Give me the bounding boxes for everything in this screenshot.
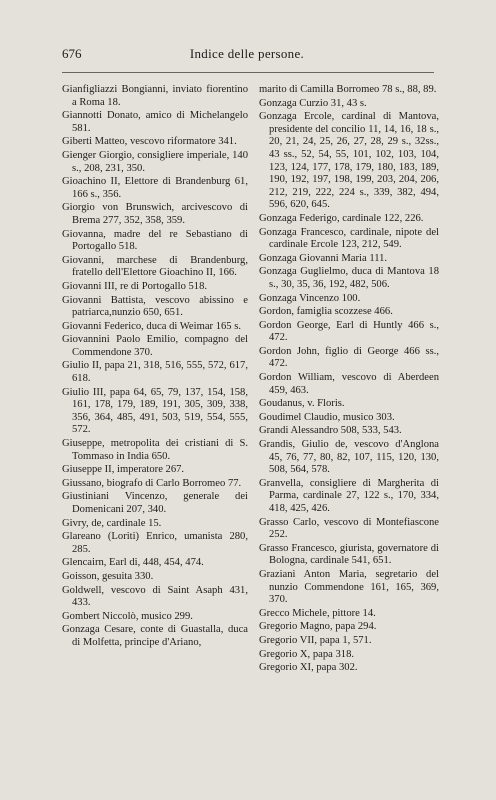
index-entry: Gonzaga Curzio 31, 43 s. bbox=[259, 97, 367, 109]
page-number: 676 bbox=[62, 46, 82, 61]
index-entry: Giovanni Battista, vescovo abissino e patriarca,nunzio 650, 651. bbox=[62, 294, 248, 319]
index-entry: Gregorio XI, papa 302. bbox=[259, 662, 358, 674]
index-entry: Giulio II, papa 21, 318, 516, 555, 572, 617, 618. bbox=[62, 360, 248, 385]
index-entry: Grasso Francesco, giurista, governatore di Bologna, cardinale 541, 651. bbox=[259, 542, 439, 567]
index-entry: Gonzaga Cesare, conte di Guastalla, duca di Molfetta, principe d'Ariano, bbox=[62, 624, 248, 648]
index-entry: Gonzaga Federigo, cardinale 122, 226. bbox=[259, 212, 424, 224]
index-entry: Gregorio X, papa 318. bbox=[259, 648, 355, 660]
index-entry: Gregorio VII, papa 1, 571. bbox=[259, 634, 372, 646]
index-entry: Graziani Anton Maria, segretario del nunzio Commendone 161, 165, 369, 370. bbox=[259, 568, 439, 606]
index-entry: Glareano (Loriti) Enrico, umanista 280, 285. bbox=[62, 531, 248, 555]
index-entry: Gordon John, figlio di George 466 ss., 472. bbox=[259, 345, 439, 370]
index-entry: Granvella, consigliere di Margherita di Parma, cardinale 27, 122 s., 170, 334, 418, 425, 426. bbox=[259, 477, 439, 514]
index-entry: Giussano, biografo di Carlo Borromeo 77. bbox=[62, 477, 242, 489]
index-entry: Giovanni, marchese di Brandenburg, fratello dell'Elettore Gioachino II, 166. bbox=[62, 254, 248, 279]
index-entry: marito di Camilla Borromeo 78 s., 88, 89. bbox=[259, 84, 437, 95]
index-entry: Grasso Carlo, vescovo di Montefiascone 252. bbox=[259, 516, 439, 541]
index-entry: Giannotti Donato, amico di Michelangelo 581. bbox=[62, 110, 248, 134]
index-entry: Giustiniani Vincenzo, generale dei Domenicani 207, 340. bbox=[62, 491, 248, 515]
index-column-left bbox=[62, 84, 248, 651]
index-entry: Gienger Giorgio, consigliere imperiale, 140 s., 208, 231, 350. bbox=[62, 149, 248, 174]
index-entry: Grecco Michele, pittore 14. bbox=[259, 607, 376, 619]
index-entry: Giovanna, madre del re Sebastiano di Portogallo 518. bbox=[62, 228, 248, 253]
index-entry: Gioachino II, Elettore di Brandenburg 61, 166 s., 356. bbox=[62, 176, 248, 200]
index-entry: Givry, de, cardinale 15. bbox=[62, 517, 162, 529]
index-entry: Goudimel Claudio, musico 303. bbox=[259, 411, 395, 423]
index-entry: Giulio III, papa 64, 65, 79, 137, 154, 158, 161, 178, 179, 189, 191, 305, 309, 338, 356, 364, 485, 491, 503, 519, 554, 555, 572. bbox=[62, 386, 248, 436]
index-entry: Grandis, Giulio de, vescovo d'Anglona 45, 76, 77, 80, 82, 107, 115, 120, 130, 508, 564, 578. bbox=[259, 439, 439, 476]
index-entry: Gordon William, vescovo di Aberdeen 459, 463. bbox=[259, 372, 439, 396]
index-entry: Gonzaga Vincenzo 100. bbox=[259, 292, 361, 304]
index-entry: Giuseppe, metropolita dei cristiani di S. Tommaso in India 650. bbox=[62, 438, 248, 462]
index-entry: Goisson, gesuita 330. bbox=[62, 570, 154, 582]
index-entry: Grandi Alessandro 508, 533, 543. bbox=[259, 425, 402, 437]
index-entry: Gianfigliazzi Bongianni, inviato fiorentino a Roma 18. bbox=[62, 84, 248, 108]
index-entry: Goudanus, v. Floris. bbox=[259, 398, 345, 410]
index-entry: Giberti Matteo, vescovo riformatore 341. bbox=[62, 136, 237, 148]
index-entry: Glencairn, Earl di, 448, 454, 474. bbox=[62, 557, 204, 569]
index-entry: Gordon, famiglia scozzese 466. bbox=[259, 306, 393, 318]
index-column-right bbox=[259, 84, 439, 676]
index-entry: Giorgio von Brunswich, arcivescovo di Brema 277, 352, 358, 359. bbox=[62, 202, 248, 226]
index-entry: Gonzaga Francesco, cardinale, nipote del cardinale Ercole 123, 212, 549. bbox=[259, 226, 439, 251]
index-entry: Gregorio Magno, papa 294. bbox=[259, 621, 377, 633]
index-entry: Gonzaga Ercole, cardinal di Mantova, presidente del concilio 11, 14, 16, 18 s., 20, 21, 24, 25, 26, 27, 28, 29 s., 32ss., 43 ss., 52, 54, 55, 101, 102, 103, 104, 123, 124, 177, 178, 179, 180, 183, 189, 190, 192, 197, 198, 199, 203, 204, 206, 212, 219, 222, 224 s., 339, 382, 494, 596, 620, 645. bbox=[259, 111, 439, 211]
running-title: Indice delle persone. bbox=[189, 46, 305, 61]
index-entry: Goldwell, vescovo di Saint Asaph 431, 433. bbox=[62, 584, 248, 609]
header-rule bbox=[62, 72, 434, 73]
index-entry: Giovanni Federico, duca di Weimar 165 s. bbox=[62, 320, 242, 332]
index-entry: Giovannini Paolo Emilio, compagno del Commendone 370. bbox=[62, 334, 248, 358]
index-entry: Giuseppe II, imperatore 267. bbox=[62, 464, 185, 476]
page-header bbox=[62, 44, 432, 64]
index-entry: Giovanni III, re di Portogallo 518. bbox=[62, 280, 208, 292]
index-entry: Gonzaga Giovanni Maria 111. bbox=[259, 252, 388, 264]
index-entry: Gordon George, Earl di Huntly 466 s., 472. bbox=[259, 319, 439, 344]
index-entry: Gonzaga Guglielmo, duca di Mantova 18 s., 30, 35, 36, 192, 482, 506. bbox=[259, 266, 439, 290]
index-entry: Gombert Niccolò, musico 299. bbox=[62, 610, 193, 622]
